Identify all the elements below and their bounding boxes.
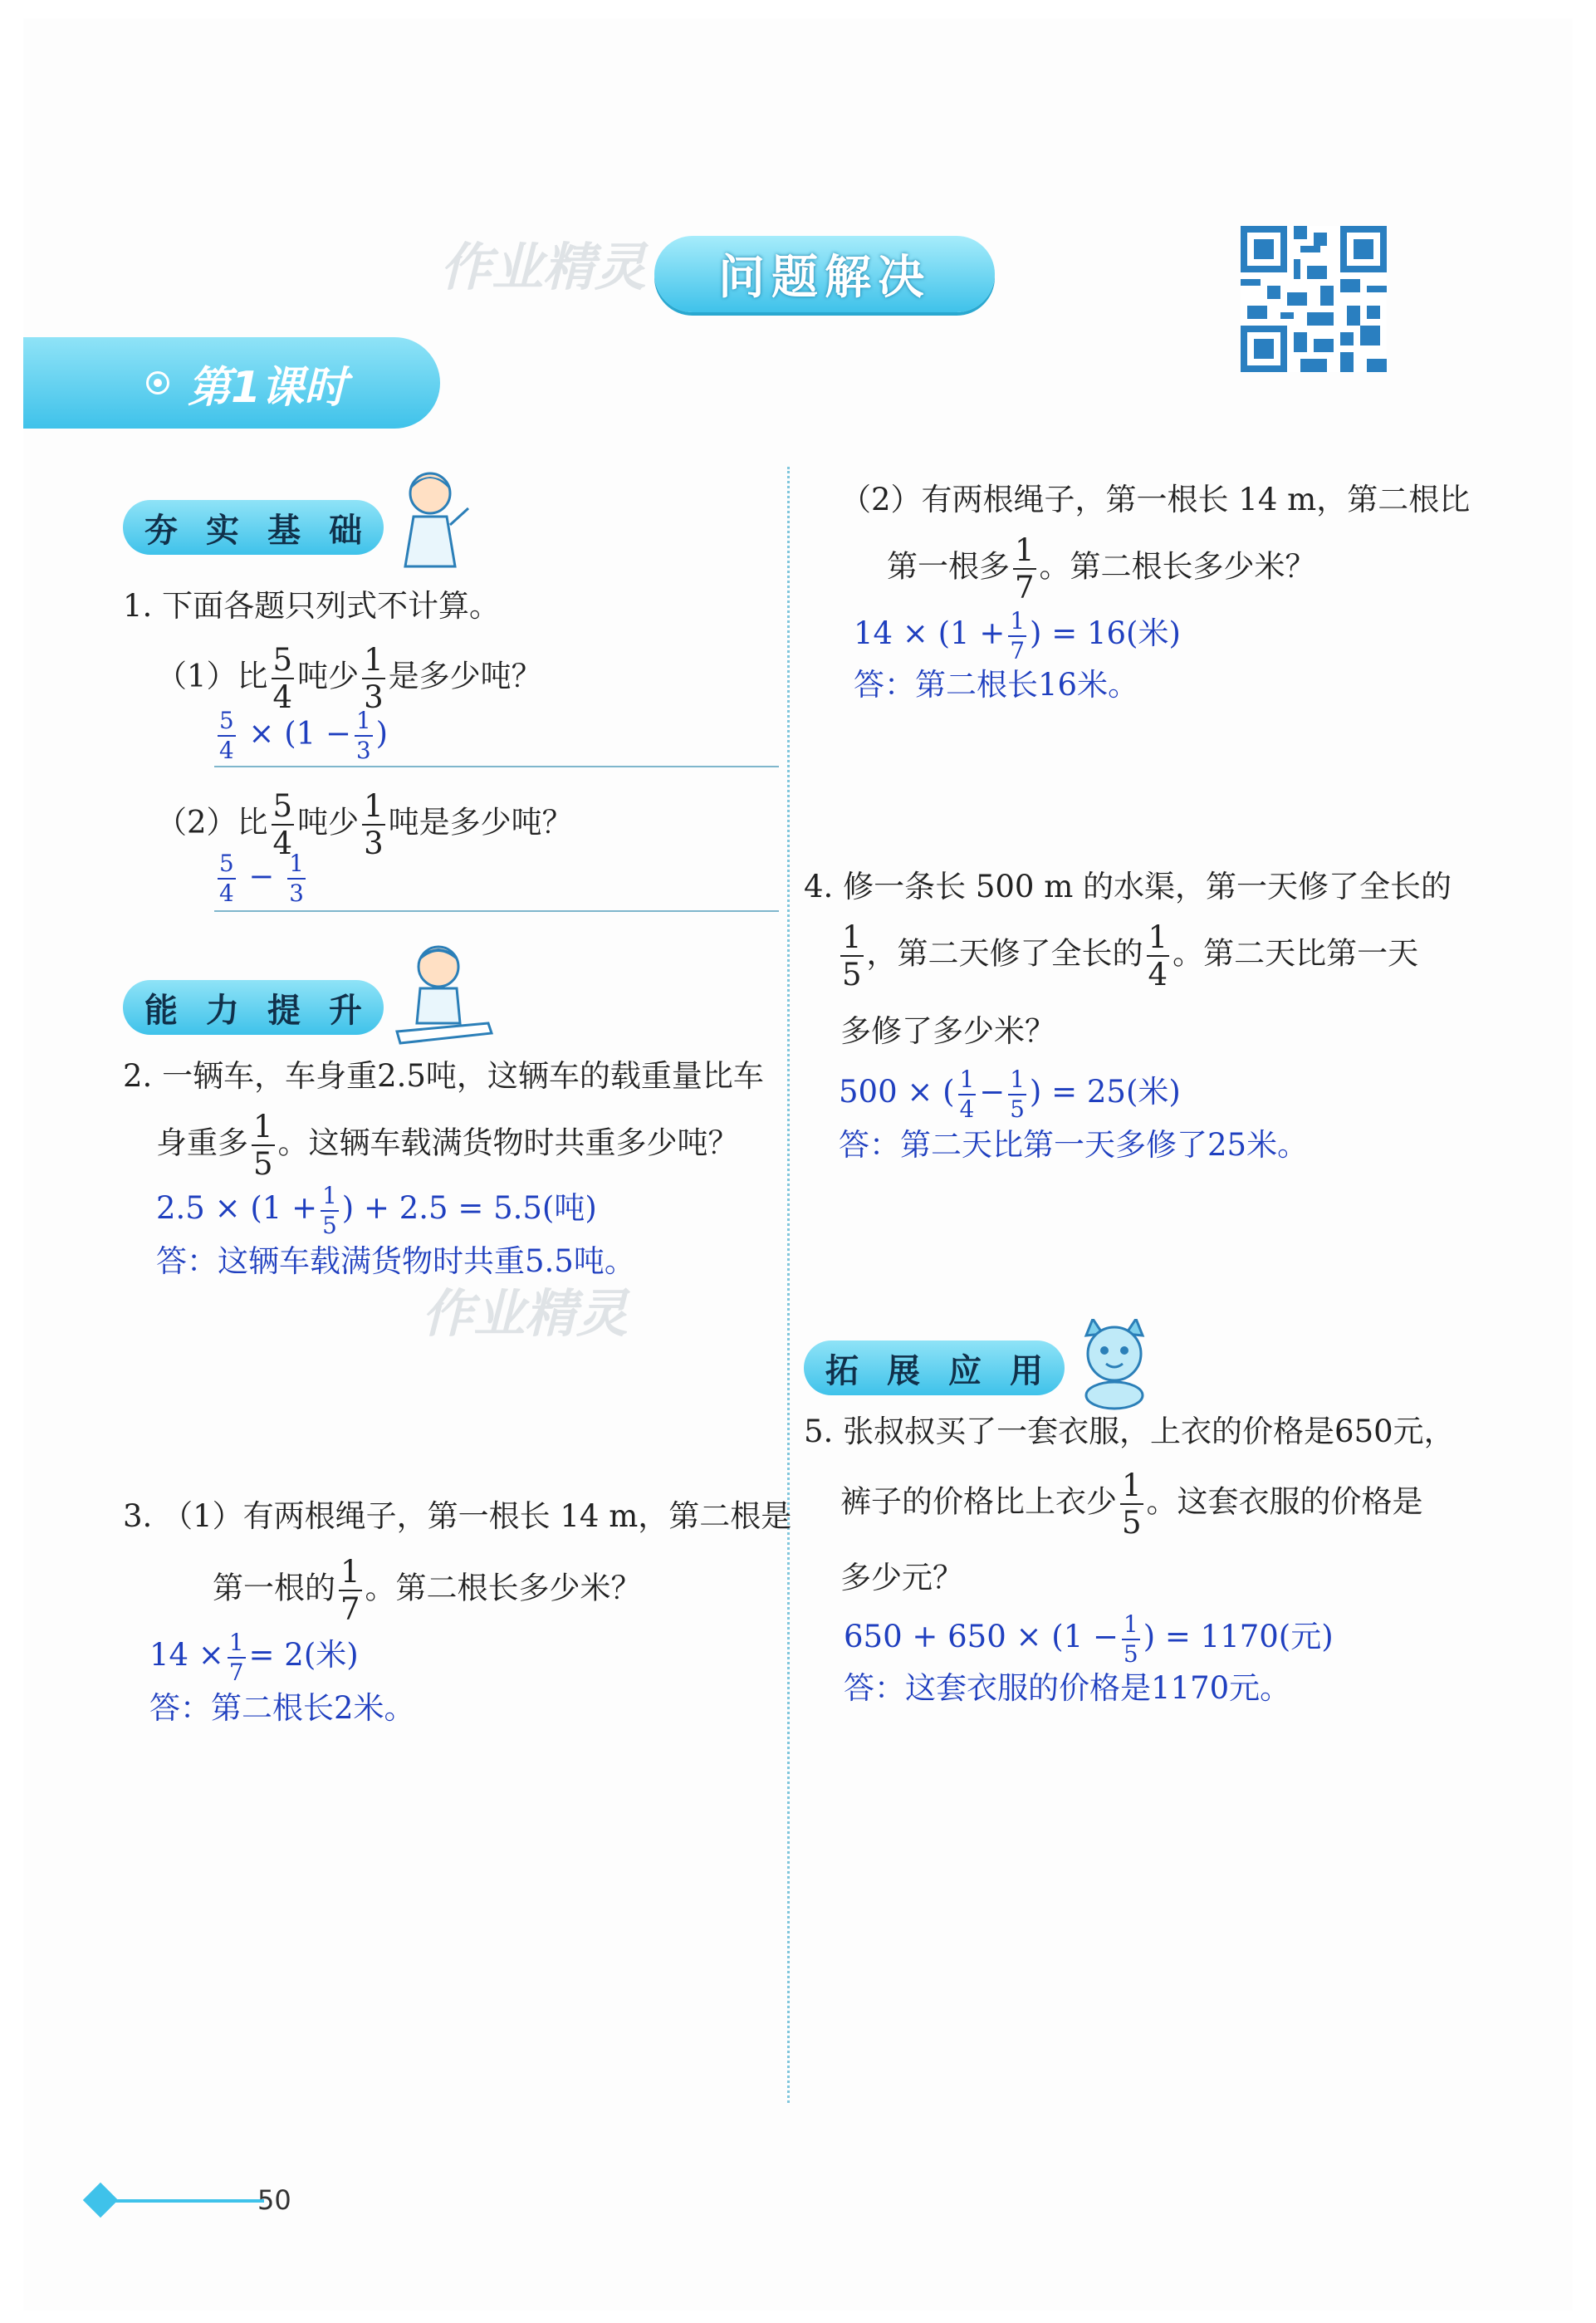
q4-answer-expression[interactable]: 500 × ( $\frac{1}{4}$ − $\frac{1}{5}$ ) = 25(米) <box>839 1065 1181 1123</box>
q2-answer-expression[interactable]: 2.5 × (1 + $\frac{1}{5}$ ) + 2.5 = 5.5(吨) <box>156 1181 597 1239</box>
q4-line3: 多修了多少米？ <box>840 1013 1055 1049</box>
q3a-line2: 第一根的 $\frac{1}{7}$ 。第二根长多少米？ <box>213 1554 642 1627</box>
writing-child-illustration-icon <box>389 940 497 1048</box>
qr-code-icon[interactable] <box>1241 226 1387 372</box>
target-circle-icon <box>146 371 169 395</box>
q1-answer-line-1 <box>214 766 779 767</box>
watermark-middle: 作业精灵 <box>422 1283 629 1344</box>
q4-line1: 4. 修一条长 500 m 的水渠，第一天修了全长的 <box>804 869 1452 904</box>
section-badge-basics: 夯 实 基 础 <box>123 500 384 555</box>
page <box>23 18 1573 2311</box>
q1-part1: （1）比 $\frac{5}{4}$ 吨少 $\frac{1}{3}$ 是多少吨？ <box>156 642 542 715</box>
lesson-title: 第1课时 <box>188 362 348 413</box>
cat-illustration-icon <box>1065 1319 1164 1410</box>
q3a-answer-sentence[interactable]: 答：第二根长2米。 <box>149 1690 415 1726</box>
column-divider <box>787 467 790 2103</box>
q1-part2: （2）比 $\frac{5}{4}$ 吨少 $\frac{1}{3}$ 吨是多少吨？ <box>156 788 573 861</box>
section-badge-extension: 拓 展 应 用 <box>804 1340 1065 1395</box>
q5-line3: 多少元？ <box>840 1560 963 1595</box>
watermark-top: 作业精灵 <box>440 237 647 297</box>
page-number: 50 <box>257 2184 291 2216</box>
q2-answer-sentence[interactable]: 答：这辆车载满货物时共重5.5吨。 <box>156 1243 635 1279</box>
q3b-line2: 第一根多 $\frac{1}{7}$ 。第二根长多少米？ <box>887 532 1316 605</box>
q1-part1-answer[interactable]: $\frac{5}{4}$ × (1 − $\frac{1}{3}$ ) <box>219 707 389 764</box>
girl-illustration-icon <box>389 467 472 575</box>
q1-stem: 1. 下面各题只列式不计算。 <box>123 588 501 624</box>
q3a-line1: 3. （1）有两根绳子，第一根长 14 m，第二根是 <box>123 1498 792 1534</box>
footer-line <box>115 2199 264 2203</box>
q2-line2: 身重多 $\frac{1}{5}$ 。这辆车载满货物时共重多少吨？ <box>156 1109 739 1182</box>
q4-answer-sentence[interactable]: 答：第二天比第一天多修了25米。 <box>839 1127 1309 1163</box>
section-badge-improve: 能 力 提 升 <box>123 980 384 1035</box>
q5-answer-sentence[interactable]: 答：这套衣服的价格是1170元。 <box>844 1670 1291 1706</box>
q3b-answer-expression[interactable]: 14 × (1 + $\frac{1}{7}$ ) = 16(米) <box>854 606 1181 664</box>
section-title: 问题解决 <box>718 251 931 305</box>
diamond-icon <box>83 2183 118 2218</box>
q5-line1: 5. 张叔叔买了一套衣服，上衣的价格是650元， <box>804 1414 1455 1449</box>
section-title-banner <box>654 236 995 312</box>
q3a-answer-expression[interactable]: 14 × $\frac{1}{7}$ = 2(米) <box>149 1628 359 1686</box>
q2-line1: 2. 一辆车，车身重2.5吨，这辆车的载重量比车 <box>123 1058 764 1094</box>
q3b-answer-sentence[interactable]: 答：第二根长16米。 <box>854 667 1139 703</box>
q3b-line1: （2）有两根绳子，第一根长 14 m，第二根比 <box>840 482 1471 517</box>
lesson-tab <box>23 337 440 429</box>
q4-line2: $\frac{1}{5}$ ，第二天修了全长的 $\frac{1}{4}$ 。第二天比第一天 <box>842 919 1419 992</box>
q1-part2-answer[interactable]: $\frac{5}{4}$ − $\frac{1}{3}$ <box>219 850 304 907</box>
q5-answer-expression[interactable]: 650 + 650 × (1 − $\frac{1}{5}$ ) = 1170(元) <box>844 1610 1334 1668</box>
q5-line2: 裤子的价格比上衣少 $\frac{1}{5}$ 。这套衣服的价格是 <box>840 1468 1423 1541</box>
q1-answer-line-2 <box>214 910 779 912</box>
